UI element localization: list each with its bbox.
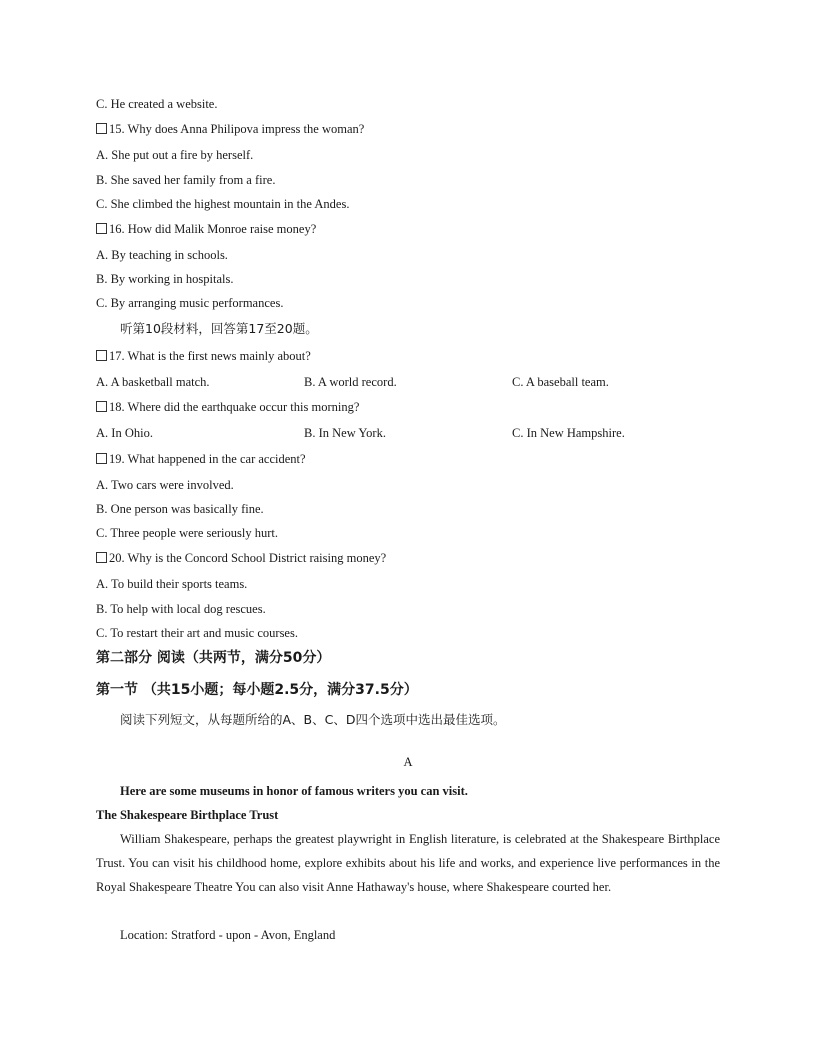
answer-checkbox-icon[interactable] [96,401,107,412]
q14-option-c: C. He created a website. [96,97,218,111]
q15-option-a: A. She put out a fire by herself. [96,148,254,162]
reading-instruction: 阅读下列短文，从每题所给的A、B、C、D四个选项中选出最佳选项。 [120,712,506,727]
q16-stem [96,221,316,237]
q16-option-a: A. By teaching in schools. [96,248,228,262]
q19-stem [96,451,306,467]
part-title: 第二部分 阅读（共两节，满分50分） [96,650,331,666]
q20-option-b: B. To help with local dog rescues. [96,602,266,616]
q17-option-b: B. A world record. [304,375,397,389]
section-title: 第一节 （共15小题；每小题2.5分，满分37.5分） [96,682,418,698]
q17-option-a: A. A basketball match. [96,375,210,389]
q19-option-b: B. One person was basically fine. [96,502,264,516]
location-line: Location: Stratford - upon - Avon, England [120,928,336,942]
q20-stem [96,550,386,566]
q19-option-c: C. Three people were seriously hurt. [96,526,279,540]
q15-option-c: C. She climbed the highest mountain in the Andes. [96,197,350,211]
paragraph: William Shakespeare, perhaps the greatest playwright in English literature, is celebrated at the Shakespeare Birthplace Trust. You can visit his childhood home, explore exhibits about his life and works, and experience live performances in the Royal Shakespeare Theatre You can also visit Anne Hathaway's house, where Shakespeare courted her. [96,832,720,894]
section-heading: The Shakespeare Birthplace Trust [96,808,279,822]
q18-option-b: B. In New York. [304,426,386,440]
q16-option-b: B. By working in hospitals. [96,272,234,286]
passage-intro: Here are some museums in honor of famous writers you can visit. [120,784,468,798]
q15-stem-text: 15. Why does Anna Philipova impress the woman? [109,122,365,136]
answer-checkbox-icon[interactable] [96,552,107,563]
q19-option-a: A. Two cars were involved. [96,478,234,492]
answer-checkbox-icon[interactable] [96,453,107,464]
q18-stem-text: 18. Where did the earthquake occur this morning? [109,400,360,414]
q17-stem-text: 17. What is the first news mainly about? [109,349,311,363]
answer-checkbox-icon[interactable] [96,223,107,234]
q17-stem [96,348,311,364]
q18-option-a: A. In Ohio. [96,426,153,440]
answer-checkbox-icon[interactable] [96,350,107,361]
q18-option-c: C. In New Hampshire. [512,426,625,440]
q17-option-c: C. A baseball team. [512,375,609,389]
q19-stem-text: 19. What happened in the car accident? [109,452,306,466]
q16-option-c: C. By arranging music performances. [96,296,284,310]
answer-checkbox-icon[interactable] [96,123,107,134]
q15-option-b: B. She saved her family from a fire. [96,173,276,187]
q18-stem [96,399,359,415]
q16-stem-text: 16. How did Malik Monroe raise money? [109,222,317,236]
q20-option-c: C. To restart their art and music courses. [96,626,298,640]
q20-stem-text: 20. Why is the Concord School District raising money? [109,551,387,565]
q15-stem [96,121,364,137]
listening-instruction: 听第10段材料，回答第17至20题。 [120,321,318,336]
passage-label: A [403,755,413,769]
q20-option-a: A. To build their sports teams. [96,577,248,591]
